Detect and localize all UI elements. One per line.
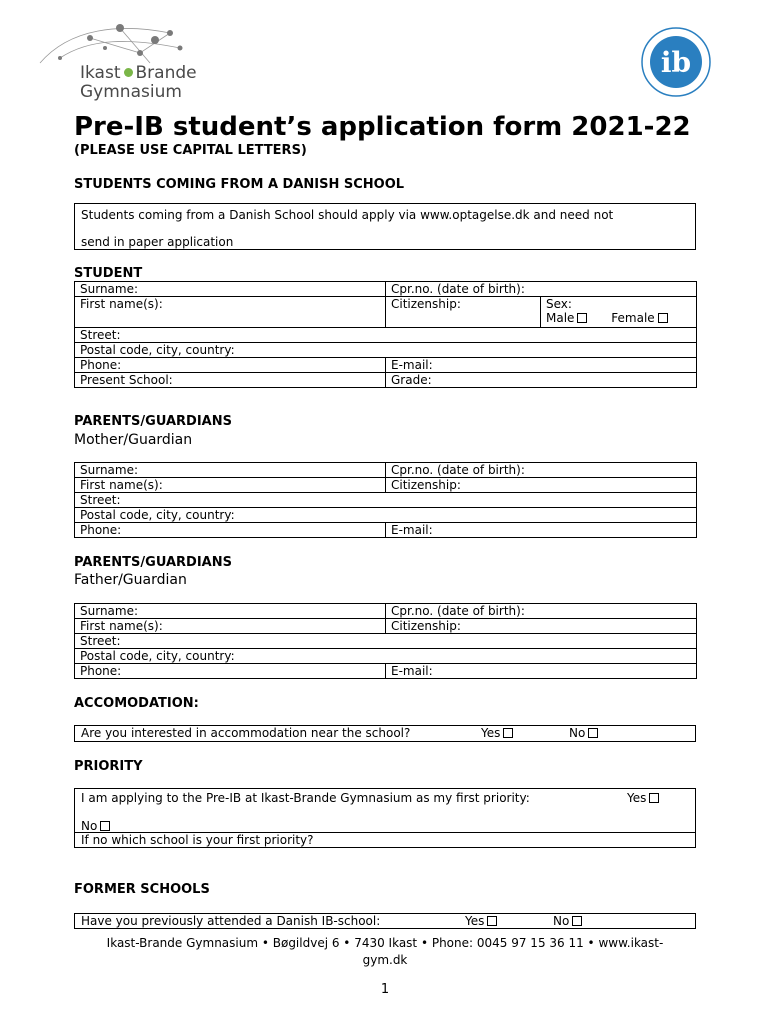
mother-subheading: Mother/Guardian <box>74 432 193 448</box>
page-number: 1 <box>380 982 390 997</box>
student-street-field[interactable]: Street: <box>75 328 697 343</box>
student-surname-field[interactable]: Surname: <box>75 282 386 297</box>
father-citizenship-field[interactable]: Citizenship: <box>386 619 697 634</box>
student-table <box>74 281 697 388</box>
priority-no-checkbox[interactable] <box>100 821 110 831</box>
student-email-field[interactable]: E-mail: <box>386 358 697 373</box>
male-checkbox[interactable] <box>577 313 587 323</box>
father-email-field[interactable]: E-mail: <box>386 664 697 679</box>
mother-surname-field[interactable]: Surname: <box>75 463 386 478</box>
former-schools-heading: FORMER SCHOOLS <box>74 882 210 897</box>
accommodation-yes-checkbox[interactable] <box>503 728 513 738</box>
student-sex-field <box>541 297 697 328</box>
svg-text:ib: ib <box>660 46 692 79</box>
accommodation-yes-option: Yes <box>481 726 513 741</box>
logo-dot-icon <box>124 68 133 77</box>
sex-label: Sex: <box>546 297 572 311</box>
father-street-field[interactable]: Street: <box>75 634 697 649</box>
danish-school-note-line2: send in paper application <box>81 235 234 249</box>
school-logo-text: Ikast Brande Gymnasium <box>80 63 197 102</box>
priority-followup[interactable]: If no which school is your first priority? <box>81 833 314 847</box>
priority-statement: I am applying to the Pre-IB at Ikast-Brande Gymnasium as my first priority: <box>81 791 530 805</box>
former-schools-no-option: No <box>553 914 582 928</box>
former-schools-yes-checkbox[interactable] <box>487 916 497 926</box>
mother-table <box>74 462 697 538</box>
mother-cpr-field[interactable]: Cpr.no. (date of birth): <box>386 463 697 478</box>
danish-school-note-line1: Students coming from a Danish School should apply via www.optagelse.dk and need not <box>81 208 614 222</box>
priority-yes-checkbox[interactable] <box>649 793 659 803</box>
mother-postal-field[interactable]: Postal code, city, country: <box>75 508 697 523</box>
priority-no-option: No <box>81 819 110 833</box>
page-subtitle: (PLEASE USE CAPITAL LETTERS) <box>74 143 307 158</box>
danish-school-note <box>74 203 696 250</box>
former-schools-row <box>74 913 696 929</box>
accommodation-heading: ACCOMODATION: <box>74 696 199 711</box>
danish-school-heading: STUDENTS COMING FROM A DANISH SCHOOL <box>74 177 405 192</box>
accommodation-no-checkbox[interactable] <box>588 728 598 738</box>
footer-line1: Ikast-Brande Gymnasium • Bøgildvej 6 • 7430 Ikast • Phone: 0045 97 15 36 11 • www.ikast- <box>106 936 664 950</box>
mother-phone-field[interactable]: Phone: <box>75 523 386 538</box>
student-first-names-field[interactable]: First name(s): <box>75 297 386 328</box>
mother-heading: PARENTS/GUARDIANS <box>74 414 232 429</box>
student-citizenship-field[interactable]: Citizenship: <box>386 297 541 328</box>
accommodation-row <box>74 725 696 742</box>
priority-yes-option: Yes <box>627 791 659 805</box>
father-table <box>74 603 697 679</box>
father-first-names-field[interactable]: First name(s): <box>75 619 386 634</box>
father-cpr-field[interactable]: Cpr.no. (date of birth): <box>386 604 697 619</box>
ib-logo-icon <box>640 26 712 98</box>
former-schools-no-checkbox[interactable] <box>572 916 582 926</box>
student-heading: STUDENT <box>74 266 143 281</box>
father-postal-field[interactable]: Postal code, city, country: <box>75 649 697 664</box>
student-phone-field[interactable]: Phone: <box>75 358 386 373</box>
accommodation-no-option: No <box>569 726 598 741</box>
page-title: Pre-IB student’s application form 2021-22 <box>74 112 691 142</box>
father-phone-field[interactable]: Phone: <box>75 664 386 679</box>
female-label: Female <box>611 311 655 325</box>
father-subheading: Father/Guardian <box>74 572 187 588</box>
female-checkbox[interactable] <box>658 313 668 323</box>
page-footer <box>74 935 696 969</box>
mother-first-names-field[interactable]: First name(s): <box>75 478 386 493</box>
student-cpr-field[interactable]: Cpr.no. (date of birth): <box>386 282 697 297</box>
mother-citizenship-field[interactable]: Citizenship: <box>386 478 697 493</box>
student-present-school-field[interactable]: Present School: <box>75 373 386 388</box>
former-schools-question: Have you previously attended a Danish IB-school: <box>81 914 381 928</box>
male-label: Male <box>546 311 575 325</box>
priority-box <box>74 788 696 848</box>
student-postal-field[interactable]: Postal code, city, country: <box>75 343 697 358</box>
priority-heading: PRIORITY <box>74 759 143 774</box>
father-surname-field[interactable]: Surname: <box>75 604 386 619</box>
former-schools-yes-option: Yes <box>465 914 497 928</box>
student-grade-field[interactable]: Grade: <box>386 373 697 388</box>
footer-line2: gym.dk <box>362 953 408 967</box>
mother-email-field[interactable]: E-mail: <box>386 523 697 538</box>
mother-street-field[interactable]: Street: <box>75 493 697 508</box>
father-heading: PARENTS/GUARDIANS <box>74 555 232 570</box>
accommodation-question: Are you interested in accommodation near the school? <box>81 726 411 740</box>
